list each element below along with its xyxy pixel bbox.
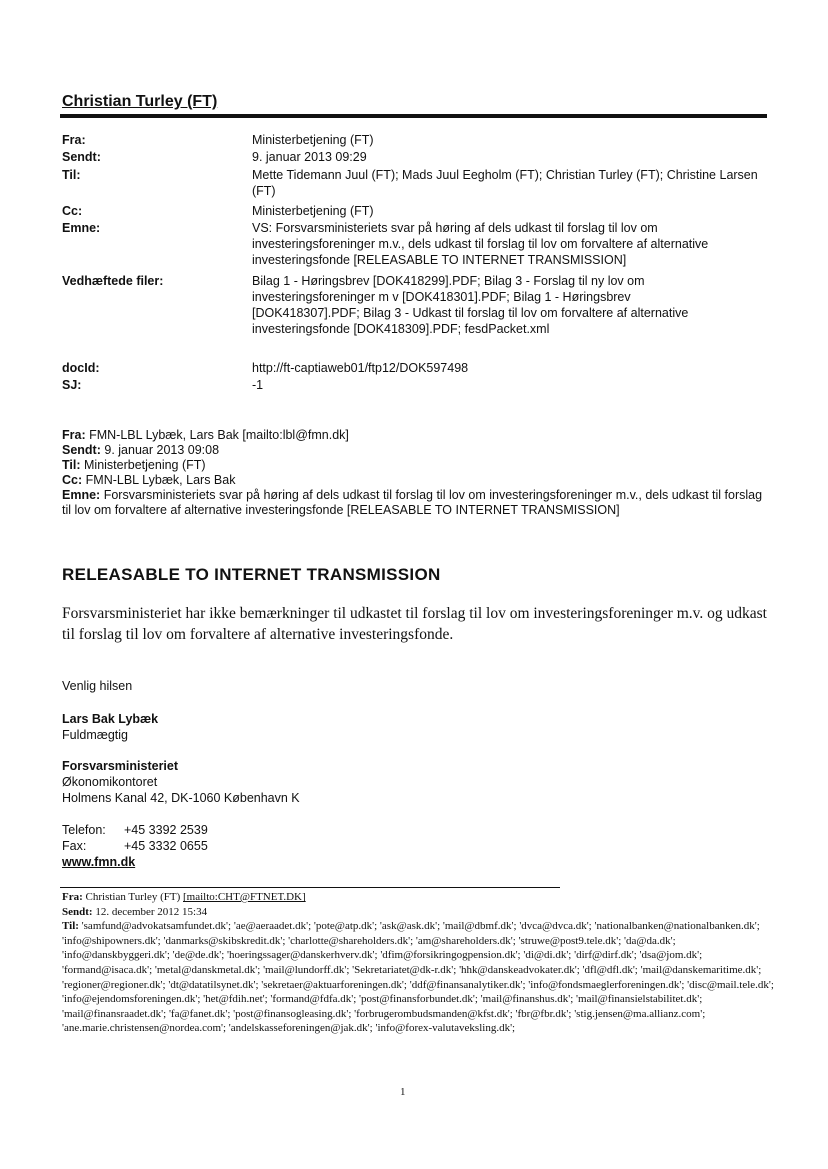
signature-address: Holmens Kanal 42, DK-1060 København K xyxy=(62,791,300,805)
document-author: Christian Turley (FT) xyxy=(62,93,218,110)
forwarded-header xyxy=(62,428,772,518)
orig-sent-label: Sendt: xyxy=(62,905,93,918)
phone-label: Telefon: xyxy=(62,823,106,837)
orig-to-label: Til: xyxy=(62,920,79,933)
signature-org: Forsvarsministeriet xyxy=(62,759,179,773)
message-body: Forsvarsministeriet har ikke bemærkninger til udkastet til forslag til lov om investeringsforeninger m.v. og udkast til forslag til lov om forvaltere af alternative investeringsfonde. xyxy=(62,605,767,643)
orig-from-mail-link[interactable]: [mailto:CHT@FTNET.DK] xyxy=(183,891,306,903)
orig-from-label: Fra: xyxy=(62,891,83,903)
fwd-sent-label: Sendt: xyxy=(62,443,101,457)
signature-dept: Økonomikontoret xyxy=(62,775,158,789)
header-key: SJ: xyxy=(62,378,82,392)
website-link[interactable]: www.fmn.dk xyxy=(62,855,136,869)
header-key: Emne: xyxy=(62,221,101,235)
header-key: Til: xyxy=(62,168,81,182)
signature-phone-row xyxy=(62,822,208,838)
fwd-subject: Forsvarsministeriets svar på høring af dels udkast til forslag til lov om investeringsforeninger m.v., dels udkast til forslag til lov om forvaltere af alternative investeringsfonde [RELEASABLE TO INTERNET TRANSMISSION] xyxy=(62,488,763,517)
signature-title: Fuldmægtig xyxy=(62,728,128,742)
signature-greeting: Venlig hilsen xyxy=(62,679,133,693)
orig-to-list: 'samfund@advokatsamfundet.dk'; 'ae@aeraadet.dk'; 'pote@atp.dk'; 'ask@ask.dk'; 'mail@dbmf.dk'; 'dvca@dvca.dk'; 'nationalbanken@nationalbanken.dk'; 'info@shipowners.dk'; 'danmarks@skibskredit.dk'; 'charlotte@shareholders.dk'; 'am@shareholders.dk'; 'struwe@post9.tele.dk'; 'da@da.dk'; 'info@danskbyggeri.dk'; 'de@de.dk'; 'hoeringssager@danskerhverv.dk'; 'dfim@forsikringogpension.dk'; 'di@di.dk'; 'dirf@dirf.dk'; 'dsa@jom.dk'; 'formand@isaca.dk'; 'metal@danskmetal.dk'; 'mail@lundorff.dk'; 'Sekretariatet@dk-r.dk'; 'hhk@danskeadvokater.dk'; 'dfl@dfl.dk'; 'mail@danskemaritime.dk'; 'regioner@regioner.dk'; 'dt@datatilsynet.dk'; 'sekretaer@aktuarforeningen.dk'; 'ddf@finansanalytiker.dk'; 'info@fondsmaeglerforeningen.dk'; 'disc@mail.tele.dk'; 'info@ejendomsforeningen.dk'; 'het@fdih.net'; 'formand@fdfa.dk'; 'post@finansforbundet.dk'; 'mail@finanshus.dk'; 'mail@finansielstabilitet.dk'; 'mail@finansraadet.dk'; 'fa@fanet.dk'; 'post@finansogleasing.dk'; 'forbrugerombudsmanden@kfst.dk'; 'fbr@fbr.dk'; 'stig.jensen@ma.allianz.com'; 'ane.marie.christensen@nordea.com'; 'andelskasseforeningen@jak.dk'; 'info@forex-valutaveksling.dk'; xyxy=(62,920,774,1035)
page-number: 1 xyxy=(400,1086,406,1098)
fwd-sent: 9. januar 2013 09:08 xyxy=(104,443,220,457)
header-key: Vedhæftede filer: xyxy=(62,274,164,288)
header-key: Sendt: xyxy=(62,150,101,164)
header-value: -1 xyxy=(252,378,264,392)
fax-label: Fax: xyxy=(62,839,87,853)
signature-fax-row xyxy=(62,838,208,854)
fwd-subject-label: Emne: xyxy=(62,488,101,502)
fwd-to: Ministerbetjening (FT) xyxy=(84,458,206,472)
fwd-cc: FMN-LBL Lybæk, Lars Bak xyxy=(85,473,236,487)
header-rule xyxy=(60,114,767,118)
fwd-from: FMN-LBL Lybæk, Lars Bak [mailto:lbl@fmn.dk] xyxy=(89,428,349,442)
fwd-to-label: Til: xyxy=(62,458,81,472)
header-value: Bilag 1 - Høringsbrev [DOK418299].PDF; Bilag 3 - Forslag til ny lov om investeringsforeninger m v [DOK418301].PDF; Bilag 1 - Høringsbrev [DOK418307].PDF; Bilag 3 - Udkast til forslag til lov om forvaltere af alternative investeringsfonde [DOK418309].PDF; fesdPacket.xml xyxy=(252,274,689,336)
header-key: Fra: xyxy=(62,133,86,147)
header-value: Ministerbetjening (FT) xyxy=(252,133,374,147)
header-value: VS: Forsvarsministeriets svar på høring af dels udkast til forslag til lov om investeringsforeninger m.v., dels udkast til forslag til lov om forvaltere af alternative investeringsfonde [RELEASABLE TO INTERNET TRANSMISSION] xyxy=(252,221,709,267)
header-key: Cc: xyxy=(62,204,83,218)
header-value: Mette Tidemann Juul (FT); Mads Juul Eegholm (FT); Christian Turley (FT); Christine Larsen (FT) xyxy=(252,168,758,198)
signature-name: Lars Bak Lybæk xyxy=(62,712,159,726)
quote-divider xyxy=(60,887,560,888)
orig-from: Christian Turley (FT) xyxy=(85,891,181,903)
original-message-header xyxy=(62,890,782,1036)
header-value: 9. januar 2013 09:29 xyxy=(252,150,367,164)
fwd-from-label: Fra: xyxy=(62,428,86,442)
phone-number: +45 3392 2539 xyxy=(124,823,208,837)
fwd-cc-label: Cc: xyxy=(62,473,83,487)
fax-number: +45 3332 0655 xyxy=(124,839,208,853)
header-value: Ministerbetjening (FT) xyxy=(252,204,374,218)
header-value: http://ft-captiaweb01/ftp12/DOK597498 xyxy=(252,361,469,375)
releasable-title: RELEASABLE TO INTERNET TRANSMISSION xyxy=(62,565,441,584)
header-key: docId: xyxy=(62,361,100,375)
orig-sent: 12. december 2012 15:34 xyxy=(95,905,208,918)
